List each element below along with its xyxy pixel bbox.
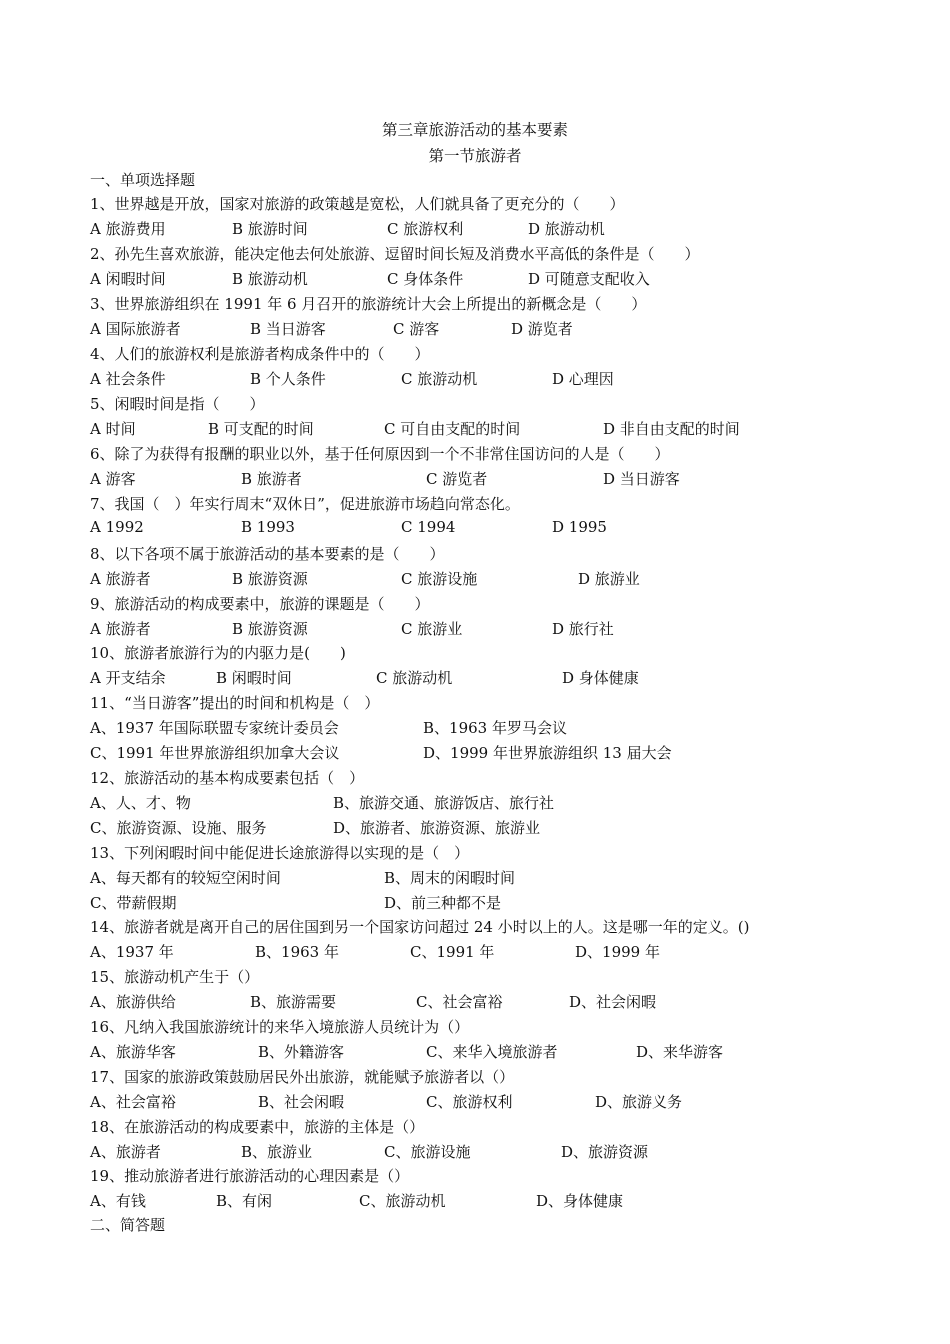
- answer-option: D 游览者: [511, 320, 573, 338]
- answer-option: B 可支配的时间: [208, 420, 314, 438]
- answer-option: B 旅游资源: [232, 570, 308, 588]
- answer-option: D 可随意支配收入: [528, 270, 650, 288]
- answer-option: D、来华游客: [636, 1043, 724, 1061]
- answer-option: A、社会富裕: [90, 1093, 176, 1111]
- answer-option: D 旅行社: [552, 620, 614, 638]
- answer-option: B、旅游业: [241, 1143, 313, 1161]
- answer-option: C、1991 年世界旅游组织加拿大会议: [90, 744, 340, 762]
- question-stem: 10、旅游者旅游行为的内驱力是( ): [90, 644, 346, 662]
- answer-option: D、社会闲暇: [569, 993, 657, 1011]
- answer-option: B 旅游者: [241, 470, 302, 488]
- answer-option: D 身体健康: [562, 669, 639, 687]
- question-stem: 8、以下各项不属于旅游活动的基本要素的是（ ）: [90, 545, 445, 563]
- answer-option: B、有闲: [216, 1192, 273, 1210]
- question-stem: 14、旅游者就是离开自己的居住国到另一个国家访问超过 24 小时以上的人。这是哪一年的定义。(): [90, 918, 750, 936]
- answer-option: D 当日游客: [603, 470, 680, 488]
- answer-option: A 旅游者: [90, 570, 151, 588]
- answer-option: A、旅游华客: [90, 1043, 176, 1061]
- answer-option: B、周末的闲暇时间: [384, 869, 516, 887]
- answer-option: B、旅游需要: [250, 993, 337, 1011]
- answer-option: A、人、才、物: [90, 794, 191, 812]
- answer-option: B 当日游客: [250, 320, 326, 338]
- answer-option: C 1994: [401, 518, 456, 536]
- answer-option: C 可自由支配的时间: [384, 420, 521, 438]
- answer-option: D、1999 年世界旅游组织 13 届大会: [423, 744, 672, 762]
- answer-option: D、旅游资源: [561, 1143, 649, 1161]
- answer-option: B 旅游动机: [232, 270, 308, 288]
- question-stem: 15、旅游动机产生于（）: [90, 968, 260, 986]
- question-stem: 19、推动旅游者进行旅游活动的心理因素是（）: [90, 1167, 410, 1185]
- answer-option: A 开支结余: [90, 669, 166, 687]
- answer-option: C 旅游动机: [376, 669, 453, 687]
- question-stem: 1、世界越是开放，国家对旅游的政策越是宽松，人们就具备了更充分的（ ）: [90, 195, 625, 213]
- answer-option: C 旅游设施: [401, 570, 478, 588]
- answer-option: D、旅游义务: [595, 1093, 683, 1111]
- question-stem: 4、人们的旅游权利是旅游者构成条件中的（ ）: [90, 345, 430, 363]
- answer-option: A 国际旅游者: [90, 320, 181, 338]
- section-title: 第一节旅游者: [428, 147, 522, 165]
- answer-option: D 旅游业: [578, 570, 640, 588]
- answer-option: D 非自由支配的时间: [603, 420, 740, 438]
- answer-option: A、1937 年: [90, 943, 174, 961]
- answer-option: B、1963 年: [255, 943, 339, 961]
- answer-option: A、1937 年国际联盟专家统计委员会: [90, 719, 339, 737]
- answer-option: D、旅游者、旅游资源、旅游业: [333, 819, 541, 837]
- question-stem: 12、旅游活动的基本构成要素包括（ ）: [90, 769, 365, 787]
- question-stem: 7、我国（ ）年实行周末“双休日”，促进旅游市场趋向常态化。: [90, 495, 520, 513]
- question-stem: 16、凡纳入我国旅游统计的来华入境旅游人员统计为（）: [90, 1018, 470, 1036]
- answer-option: C、来华入境旅游者: [426, 1043, 558, 1061]
- answer-option: D、身体健康: [536, 1192, 624, 1210]
- answer-option: A 旅游者: [90, 620, 151, 638]
- answer-option: C、1991 年: [410, 943, 495, 961]
- answer-option: C、社会富裕: [416, 993, 503, 1011]
- answer-option: C 游览者: [426, 470, 488, 488]
- question-stem: 13、下列闲暇时间中能促进长途旅游得以实现的是（ ）: [90, 844, 470, 862]
- answer-option: B 旅游资源: [232, 620, 308, 638]
- answer-option: A、旅游供给: [90, 993, 176, 1011]
- answer-option: B、社会闲暇: [258, 1093, 345, 1111]
- answer-option: D 心理因: [552, 370, 614, 388]
- answer-option: B、1963 年罗马会议: [423, 719, 567, 737]
- question-stem: 18、在旅游活动的构成要素中，旅游的主体是（）: [90, 1118, 425, 1136]
- answer-option: A 旅游费用: [90, 220, 166, 238]
- answer-option: C、旅游动机: [359, 1192, 446, 1210]
- answer-option: A、旅游者: [90, 1143, 161, 1161]
- answer-option: A 闲暇时间: [90, 270, 166, 288]
- question-stem: 5、闲暇时间是指（ ）: [90, 395, 265, 413]
- answer-option: D、前三种都不是: [384, 894, 502, 912]
- answer-option: B 个人条件: [250, 370, 326, 388]
- answer-option: C 旅游权利: [387, 220, 464, 238]
- question-stem: 3、世界旅游组织在 1991 年 6 月召开的旅游统计大会上所提出的新概念是（ ）: [90, 295, 647, 313]
- answer-option: B、旅游交通、旅游饭店、旅行社: [333, 794, 555, 812]
- part1-heading: 一、单项选择题: [90, 171, 196, 189]
- answer-option: A 1992: [90, 518, 144, 536]
- answer-option: A 社会条件: [90, 370, 166, 388]
- answer-option: C、旅游资源、设施、服务: [90, 819, 267, 837]
- answer-option: D 1995: [552, 518, 607, 536]
- answer-option: C 旅游动机: [401, 370, 478, 388]
- answer-option: C、带薪假期: [90, 894, 177, 912]
- question-stem: 11、“当日游客”提出的时间和机构是（ ）: [90, 694, 380, 712]
- answer-option: B 闲暇时间: [216, 669, 292, 687]
- answer-option: A、有钱: [90, 1192, 146, 1210]
- question-stem: 17、国家的旅游政策鼓励居民外出旅游，就能赋予旅游者以（）: [90, 1068, 515, 1086]
- answer-option: C 旅游业: [401, 620, 463, 638]
- question-stem: 2、孙先生喜欢旅游，能决定他去何处旅游、逗留时间长短及消费水平高低的条件是（ ）: [90, 245, 700, 263]
- question-stem: 6、除了为获得有报酬的职业以外，基于任何原因到一个不非常住国访问的人是（ ）: [90, 445, 670, 463]
- chapter-title: 第三章旅游活动的基本要素: [381, 121, 568, 139]
- answer-option: D 旅游动机: [528, 220, 605, 238]
- part2-heading: 二、简答题: [90, 1216, 166, 1234]
- answer-option: C 游客: [393, 320, 440, 338]
- answer-option: D、1999 年: [575, 943, 660, 961]
- answer-option: B 旅游时间: [232, 220, 308, 238]
- answer-option: A 游客: [90, 470, 136, 488]
- answer-option: A 时间: [90, 420, 136, 438]
- question-stem: 9、旅游活动的构成要素中，旅游的课题是（ ）: [90, 595, 430, 613]
- answer-option: A、每天都有的较短空闲时间: [90, 869, 281, 887]
- answer-option: C、旅游设施: [384, 1143, 471, 1161]
- answer-option: C 身体条件: [387, 270, 464, 288]
- answer-option: C、旅游权利: [426, 1093, 513, 1111]
- answer-option: B、外籍游客: [258, 1043, 345, 1061]
- answer-option: B 1993: [241, 518, 295, 536]
